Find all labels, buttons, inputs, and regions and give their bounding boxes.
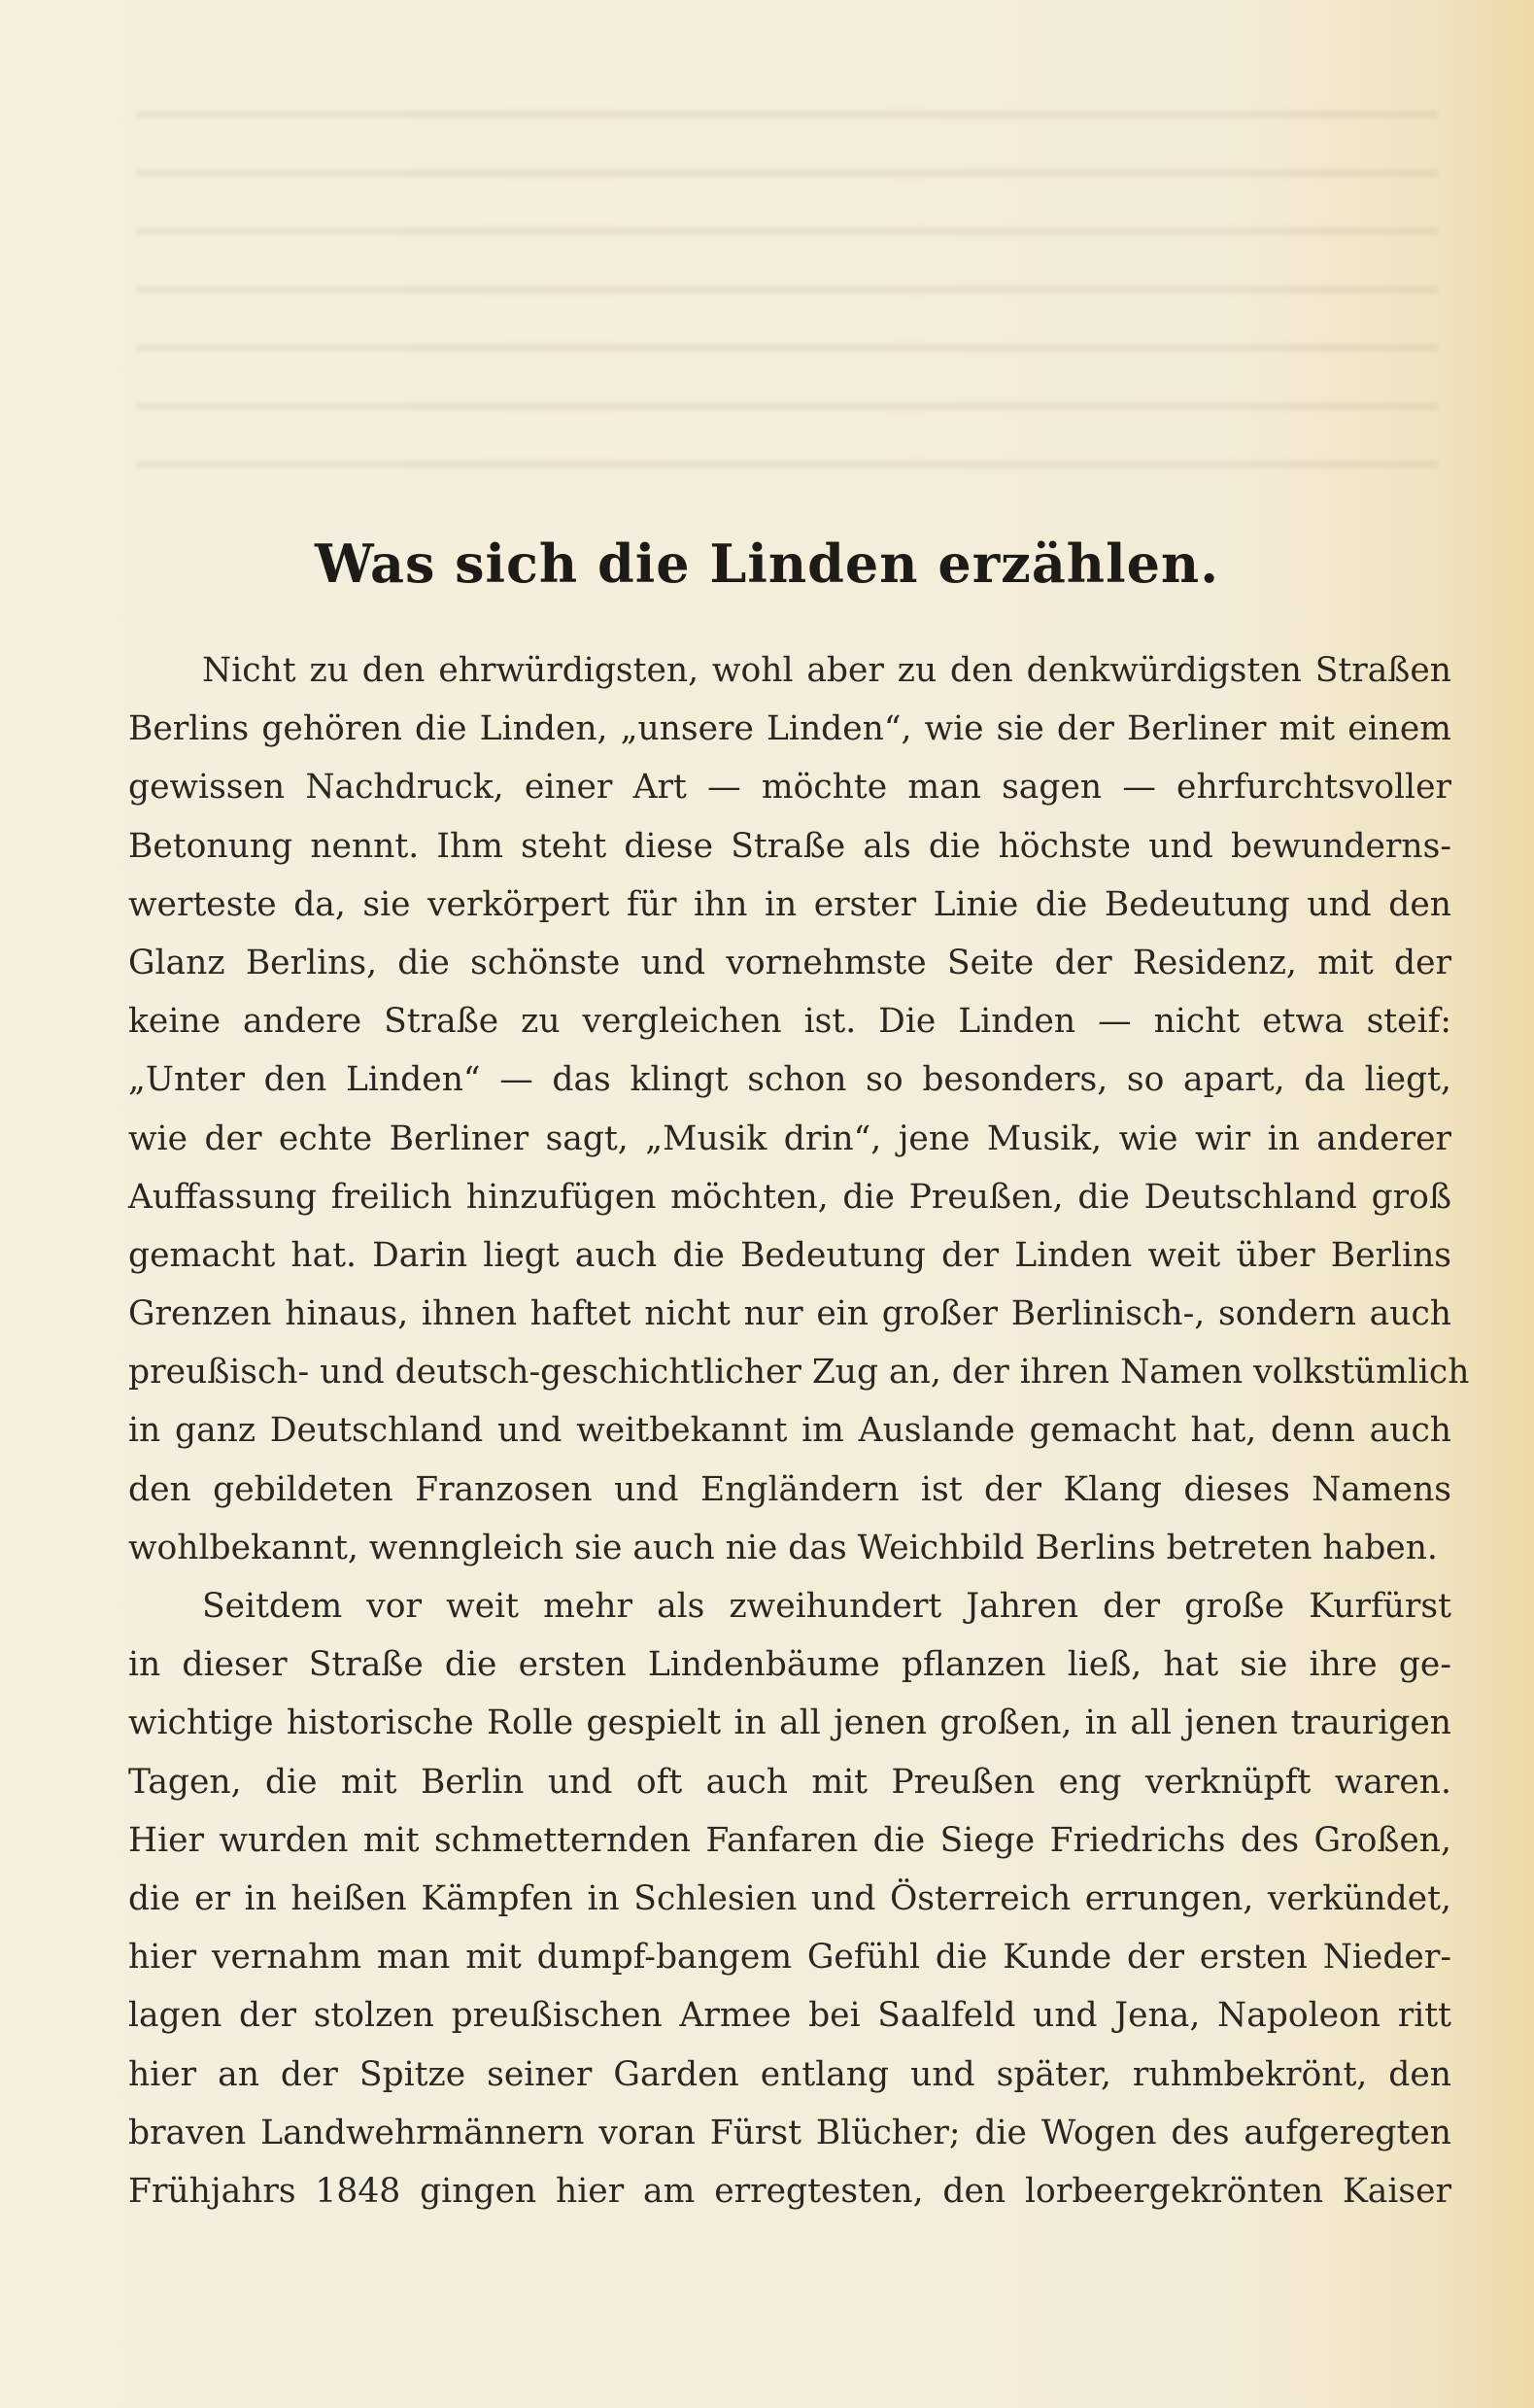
- text-line: Grenzen hinaus, ihnen haftet nicht nur ein großer Berlinisch-, sondern auch: [128, 1294, 1451, 1334]
- text-line: Auffassung freilich hinzufügen möchten, die Preußen, die Deutschland groß: [128, 1177, 1451, 1217]
- text-line: hier vernahm man mit dumpf-bangem Gefühl die Kunde der ersten Nieder-: [128, 1938, 1451, 1978]
- text-line: werteste da, sie verkörpert für ihn in erster Linie die Bedeutung und den: [128, 884, 1451, 924]
- paragraph-2: [128, 1577, 1451, 2220]
- text-line: die er in heißen Kämpfen in Schlesien und Österreich errungen, verkündet,: [128, 1878, 1451, 1918]
- show-through-text: [136, 78, 1438, 486]
- text-line: keine andere Straße zu vergleichen ist. Die Linden — nicht etwa steif:: [128, 1002, 1451, 1042]
- text-line: braven Landwehrmännern voran Fürst Blücher; die Wogen des aufgeregten: [128, 2113, 1451, 2152]
- text-line: Glanz Berlins, die schönste und vornehmste Seite der Residenz, mit der: [128, 943, 1451, 982]
- text-line: wichtige historische Rolle gespielt in all jenen großen, in all jenen traurigen: [128, 1703, 1451, 1743]
- text-line: den gebildeten Franzosen und Engländern ist der Klang dieses Namens: [128, 1469, 1451, 1509]
- text-line: „Unter den Linden“ — das klingt schon so besonders, so apart, da liegt,: [128, 1060, 1451, 1100]
- text-line: Betonung nennt. Ihm steht diese Straße als die höchste und bewunderns-: [128, 826, 1451, 866]
- body-text: [128, 641, 1470, 2220]
- text-line: Berlins gehören die Linden, „unsere Linden“, wie sie der Berliner mit einem: [128, 709, 1451, 749]
- text-line: lagen der stolzen preußischen Armee bei Saalfeld und Jena, Napoleon ritt: [128, 1996, 1451, 2036]
- text-line: hier an der Spitze seiner Garden entlang und später, ruhmbekrönt, den: [128, 2054, 1451, 2094]
- text-line: in dieser Straße die ersten Lindenbäume pflanzen ließ, hat sie ihre ge-: [128, 1645, 1451, 1685]
- text-line: in ganz Deutschland und weitbekannt im Auslande gemacht hat, denn auch: [128, 1411, 1451, 1451]
- text-line: Seitdem vor weit mehr als zweihundert Jahren der große Kurfürst: [202, 1587, 1451, 1626]
- paragraph-1: [128, 641, 1470, 1577]
- text-line: preußisch- und deutsch-geschichtlicher Zug an, der ihren Namen volkstümlich: [128, 1353, 1470, 1393]
- text-line: Hier wurden mit schmetternden Fanfaren die Siege Friedrichs des Großen,: [128, 1820, 1451, 1860]
- text-line: Frühjahrs 1848 gingen hier am erregtesten, den lorbeergekrönten Kaiser: [128, 2171, 1451, 2211]
- text-line: gemacht hat. Darin liegt auch die Bedeutung der Linden weit über Berlins: [128, 1235, 1451, 1275]
- text-line: wie der echte Berliner sagt, „Musik drin“, jene Musik, wie wir in anderer: [128, 1118, 1451, 1158]
- chapter-heading: Was sich die Linden erzählen.: [315, 533, 1219, 595]
- text-line: Tagen, die mit Berlin und oft auch mit Preußen eng verknüpft waren.: [128, 1762, 1451, 1802]
- text-line: wohlbekannt, wenngleich sie auch nie das Weichbild Berlins betreten haben.: [128, 1528, 1438, 1567]
- text-line: Nicht zu den ehrwürdigsten, wohl aber zu den denkwürdigsten Straßen: [202, 651, 1451, 690]
- text-line: gewissen Nachdruck, einer Art — möchte man sagen — ehrfurchtsvoller: [128, 768, 1451, 808]
